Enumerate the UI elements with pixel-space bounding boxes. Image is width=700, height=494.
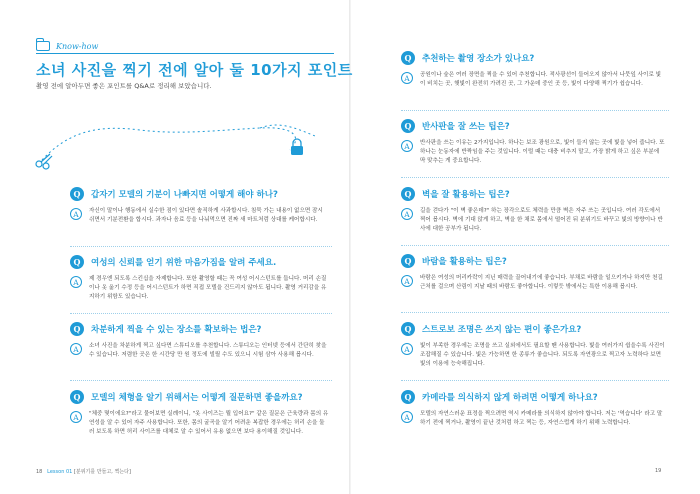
- answer-icon: A: [401, 140, 413, 152]
- section-tag-label: Know-how: [56, 41, 99, 51]
- answer-icon: A: [70, 276, 82, 288]
- question-icon: Q: [70, 187, 84, 201]
- question-icon: Q: [70, 390, 84, 404]
- divider: [401, 380, 669, 381]
- answer-text: 빛이 부족한 경우에는 조명을 쓰고 실외에서도 필요할 땐 사용합니다. 빛을 여러가지 쉽을수록 사진이 조잡해질 수 있습니다. 빛은 가능하면 한 종류가 좋습니다. 되도록 자연광으로 찍고자 노력하다 보면 빛의 이용에 능숙해집니다.: [420, 343, 665, 367]
- question-text: 추천하는 촬영 장소가 있나요?: [422, 54, 535, 64]
- question-text: 여성의 신뢰를 얻기 위한 마음가짐을 알려 주세요.: [91, 258, 277, 268]
- folder-icon: [36, 41, 50, 51]
- answer-text: 소녀 사진을 차분하게 찍고 싶다면 스튜디오를 추천합니다. 스튜디오는 인터넷 등에서 간단히 찾을 수 있습니다. 저렴한 곳은 한 시간당 만 원 정도에 빌릴 수도 있으니 시험 삼아 사용해 봅시다.: [89, 343, 327, 358]
- divider: [70, 380, 332, 381]
- question-text: 모델의 체형을 알기 위해서는 어떻게 질문하면 좋을까요?: [91, 393, 303, 403]
- qa-item: [401, 186, 669, 234]
- divider: [401, 110, 669, 111]
- answer-text: 모델의 자연스러운 표정을 찍으려면 역시 카메라를 의식하지 않아야 합니다. 저는 '역습니다' 라고 말하기 전에 찍거나, 촬영이 끝난 것처럼 하고 찍는 등, 자연스럽게 하기 위해 노력합니다.: [420, 411, 663, 426]
- answer-icon: A: [70, 208, 82, 220]
- qa-item: [401, 118, 669, 166]
- answer-icon: A: [401, 208, 413, 220]
- qa-item: [70, 389, 332, 437]
- qa-item: [70, 254, 332, 302]
- answer-text: 반사판을 쓰는 이유는 2가지입니다. 하나는 보조 광원으로, 빛이 들지 않는 곳에 빛을 넣어 줍니다. 또 하나는 눈동자에 반짝임을 주는 것입니다. 이럴 때는 대충 비추지 말고, 가장 밝게 하고 싶은 부분에 딱 맞추는 게 중요합니다.: [420, 140, 665, 164]
- question-icon: Q: [401, 187, 415, 201]
- qa-item: [401, 253, 669, 292]
- answer-icon: A: [401, 343, 413, 355]
- question-icon: Q: [401, 322, 415, 336]
- page-title: 소녀 사진을 찍기 전에 알아 둘 10가지 포인트: [36, 61, 353, 79]
- answer-icon: A: [70, 411, 82, 423]
- lesson-title: [분위기를 만들고, 찍는다]: [73, 469, 131, 475]
- question-text: 스트로보 조명은 쓰지 않는 편이 좋은가요?: [422, 325, 582, 335]
- question-icon: Q: [401, 254, 415, 268]
- question-text: 카메라를 의식하지 않게 하려면 어떻게 하나요?: [422, 393, 598, 403]
- answer-text: 바람은 여성의 머리카락이 지닌 매력을 끌어내기에 좋습니다. 부채로 바람을 일으키거나 하지만 천길 근처를 걸으며 산림이 지날 때의 바람도 좋아합니다. 이렇듯 밖에서는 특한 이용해 봅시다.: [420, 275, 663, 290]
- qa-item: [401, 50, 669, 89]
- question-icon: Q: [401, 390, 415, 404]
- divider: [70, 246, 332, 247]
- divider: [401, 312, 669, 313]
- answer-text: 자신이 말이나 행동에서 실수한 점이 있다면 솔직하게 사과합시다. 침묵 가는 내용이 없으면 잠시 쉬면서 기분전환을 합시다. 과자나 음료 등을 나눠먹으면 진짜 새 마트처럼 상대를 케어합시다.: [89, 208, 323, 223]
- question-text: 차분하게 찍을 수 있는 장소를 확보하는 법은?: [91, 325, 262, 335]
- question-text: 벽을 잘 활용하는 팁은?: [422, 190, 510, 200]
- qa-item: [401, 321, 669, 369]
- answer-icon: A: [401, 72, 413, 84]
- answer-text: 제 경우엔 되도록 스킨십을 자제합니다. 또한 촬영할 때는 꼭 여성 어시스턴트를 둡니다. 머리 손질이나 옷 옮기 수정 등을 어시스턴트가 하면 직접 모델을 건드리지 않아도 됩니다. 촬영 거리감을 유지하기 위함도 있습니다.: [89, 276, 327, 300]
- divider: [401, 245, 669, 246]
- page-number-left: 18: [36, 469, 43, 475]
- answer-text: 공원이나 숲은 여러 장면을 찍을 수 있어 추천합니다. 적사광선이 들어오지 않아서 나뭇잎 사이로 빛이 비치는 곳, 햇빛이 완전히 가려진 곳, 그 가운데 중인 곳 등, 빛이 다양해 찍기가 쉽습니다.: [420, 72, 662, 87]
- question-text: 반사판을 잘 쓰는 팁은?: [422, 122, 510, 132]
- header-rule: [36, 53, 334, 54]
- footer-left: [36, 468, 131, 475]
- question-icon: Q: [401, 51, 415, 65]
- qa-item: [401, 389, 669, 428]
- divider: [401, 177, 669, 178]
- page-number-right: 19: [655, 468, 662, 474]
- answer-text: 길을 걷다가 "이 벽 좋은데?" 하는 장각으로도 체력을 만큼 벽은 자주 쓰는 곳입니다. 여러 각도에서 찍어 봅시다. 벽에 기대 앉게 하고, 벽을 한 채로 몸에서 떨어진 뒤 분위기도 바꾸고 빛의 방향이나 반사에 대한 공부가 됩니다.: [420, 208, 663, 232]
- question-icon: Q: [70, 255, 84, 269]
- answer-icon: A: [70, 343, 82, 355]
- qa-item: [70, 186, 332, 225]
- answer-text: "체중 몇이에요?"라고 물어보면 실례이니, "옷 사이즈는 뭘 입어요?" 같은 질문은 근육량과 몸의 유연성을 알 수 있어 자주 사용합니다. 또한, 몸의 굴곡을 알기 어려운 복잡한 경우에는 허리 손을 둘러 보도록 하면 허리 사이즈를 대체로 알 수 있어서 유용 없으면 보다 용이해질 것입니다.: [89, 411, 329, 435]
- padlock-icon: [291, 139, 303, 155]
- question-text: 바람을 활용하는 팁은?: [422, 257, 507, 267]
- answer-icon: A: [401, 275, 413, 287]
- path-illustration: [30, 100, 330, 180]
- section-tag: [36, 41, 98, 51]
- question-icon: Q: [401, 119, 415, 133]
- page-subtitle: 촬영 전에 알아두면 좋은 포인트를 Q&A로 정리해 보았습니다.: [36, 82, 212, 90]
- qa-item: [70, 321, 332, 360]
- question-text: 갑자기 모델의 기분이 나빠지면 어떻게 해야 하나?: [91, 190, 278, 200]
- scissors-icon: [36, 154, 52, 169]
- lesson-label: Lesson 01: [47, 469, 73, 475]
- question-icon: Q: [70, 322, 84, 336]
- answer-icon: A: [401, 411, 413, 423]
- divider: [70, 313, 332, 314]
